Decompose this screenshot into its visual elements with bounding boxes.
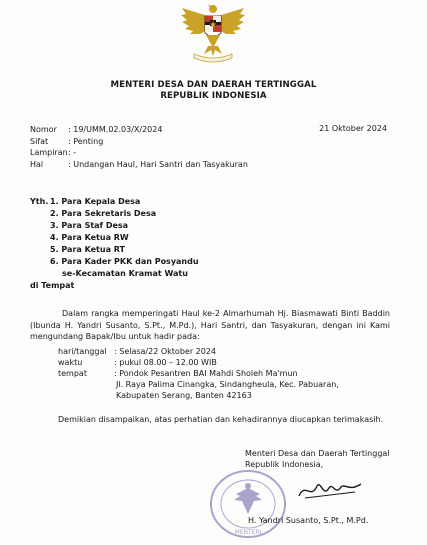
nomor-value: : 19/UMM.02.03/X/2024 (68, 125, 163, 134)
hal-value: : Undangan Haul, Hari Santri dan Tasyakuran (68, 159, 248, 169)
meta-nomor (30, 124, 248, 136)
recipients-area: se-Kecamatan Kramat Watu (62, 269, 188, 278)
recipient-item: 5. Para Ketua RT (50, 245, 126, 254)
header-line-2: REPUBLIK INDONESIA (160, 90, 267, 101)
detail-day (58, 346, 346, 357)
recipient-item: 1. Para Kepala Desa (50, 197, 141, 206)
lampiran-value: : - (68, 148, 77, 157)
detail-place (58, 368, 346, 379)
recipients-place: di Tempat (30, 281, 75, 290)
letter-date: 21 Oktober 2024 (319, 124, 387, 133)
signer-title-1: Menteri Desa dan Daerah Tertinggal (245, 449, 390, 458)
hal-label: Hal (30, 159, 44, 169)
time-value: : pukul 08.00 – 12.00 WIB (114, 358, 217, 367)
recipient-item: 2. Para Sekretaris Desa (50, 209, 157, 218)
recipient-item: 6. Para Kader PKK dan Posyandu (50, 257, 199, 266)
meta-lampiran (30, 147, 248, 159)
event-details (58, 346, 346, 401)
recipient-item: 3. Para Staf Desa (50, 221, 129, 230)
letter-header (0, 80, 427, 101)
body-paragraph: Dalam rangka memperingati Haul ke-2 Almarhumah Hj. Biasmawati Binti Baddin (Ibunda H. Yandri Susanto, S.Pt., M.Pd.), Hari Santri, dan Tasyakuran, dengan ini Kami mengundang Bapak/Ibu untuk hadir pada: (30, 309, 390, 342)
place-value: : Pondok Pesantren BAI Mahdi Sholeh Ma'mun (114, 369, 298, 378)
recipients-prefix: Yth. (30, 197, 49, 206)
stamp-text: MENTERI (234, 529, 262, 536)
handwritten-signature-icon (295, 478, 365, 504)
recipient-item: 4. Para Ketua RW (50, 233, 129, 242)
detail-time (58, 357, 346, 368)
signer-title-2: Republik Indonesia, (245, 460, 324, 469)
lampiran-label: Lampiran (30, 148, 68, 157)
meta-hal (30, 159, 248, 171)
place-address: Jl. Raya Palima Cinangka, Sindangheula, Kec. Pabuaran, Kabupaten Serang, Banten 42163 (116, 380, 339, 400)
signature-block (245, 448, 405, 470)
letter-body (30, 308, 390, 343)
day-label: hari/tanggal (58, 347, 107, 356)
place-label: tempat (58, 369, 87, 378)
letter-meta (30, 124, 248, 170)
day-value: : Selasa/22 Oktober 2024 (114, 347, 217, 356)
header-line-1: MENTERI DESA DAN DAERAH TERTINGGAL (110, 80, 317, 90)
official-stamp-icon (208, 468, 288, 540)
closing-text: Demikian disampaikan, atas perhatian dan kehadirannya diucapkan terimakasih. (58, 415, 384, 424)
signer-name: H. Yandri Susanto, S.Pt., M.Pd. (248, 516, 369, 525)
meta-sifat (30, 136, 248, 148)
time-label: waktu (58, 358, 83, 367)
sifat-value: : Penting (68, 136, 104, 146)
garuda-emblem-icon (178, 2, 248, 66)
nomor-label: Nomor (30, 125, 57, 134)
recipients-list (50, 196, 310, 268)
sifat-label: Sifat (30, 136, 49, 146)
